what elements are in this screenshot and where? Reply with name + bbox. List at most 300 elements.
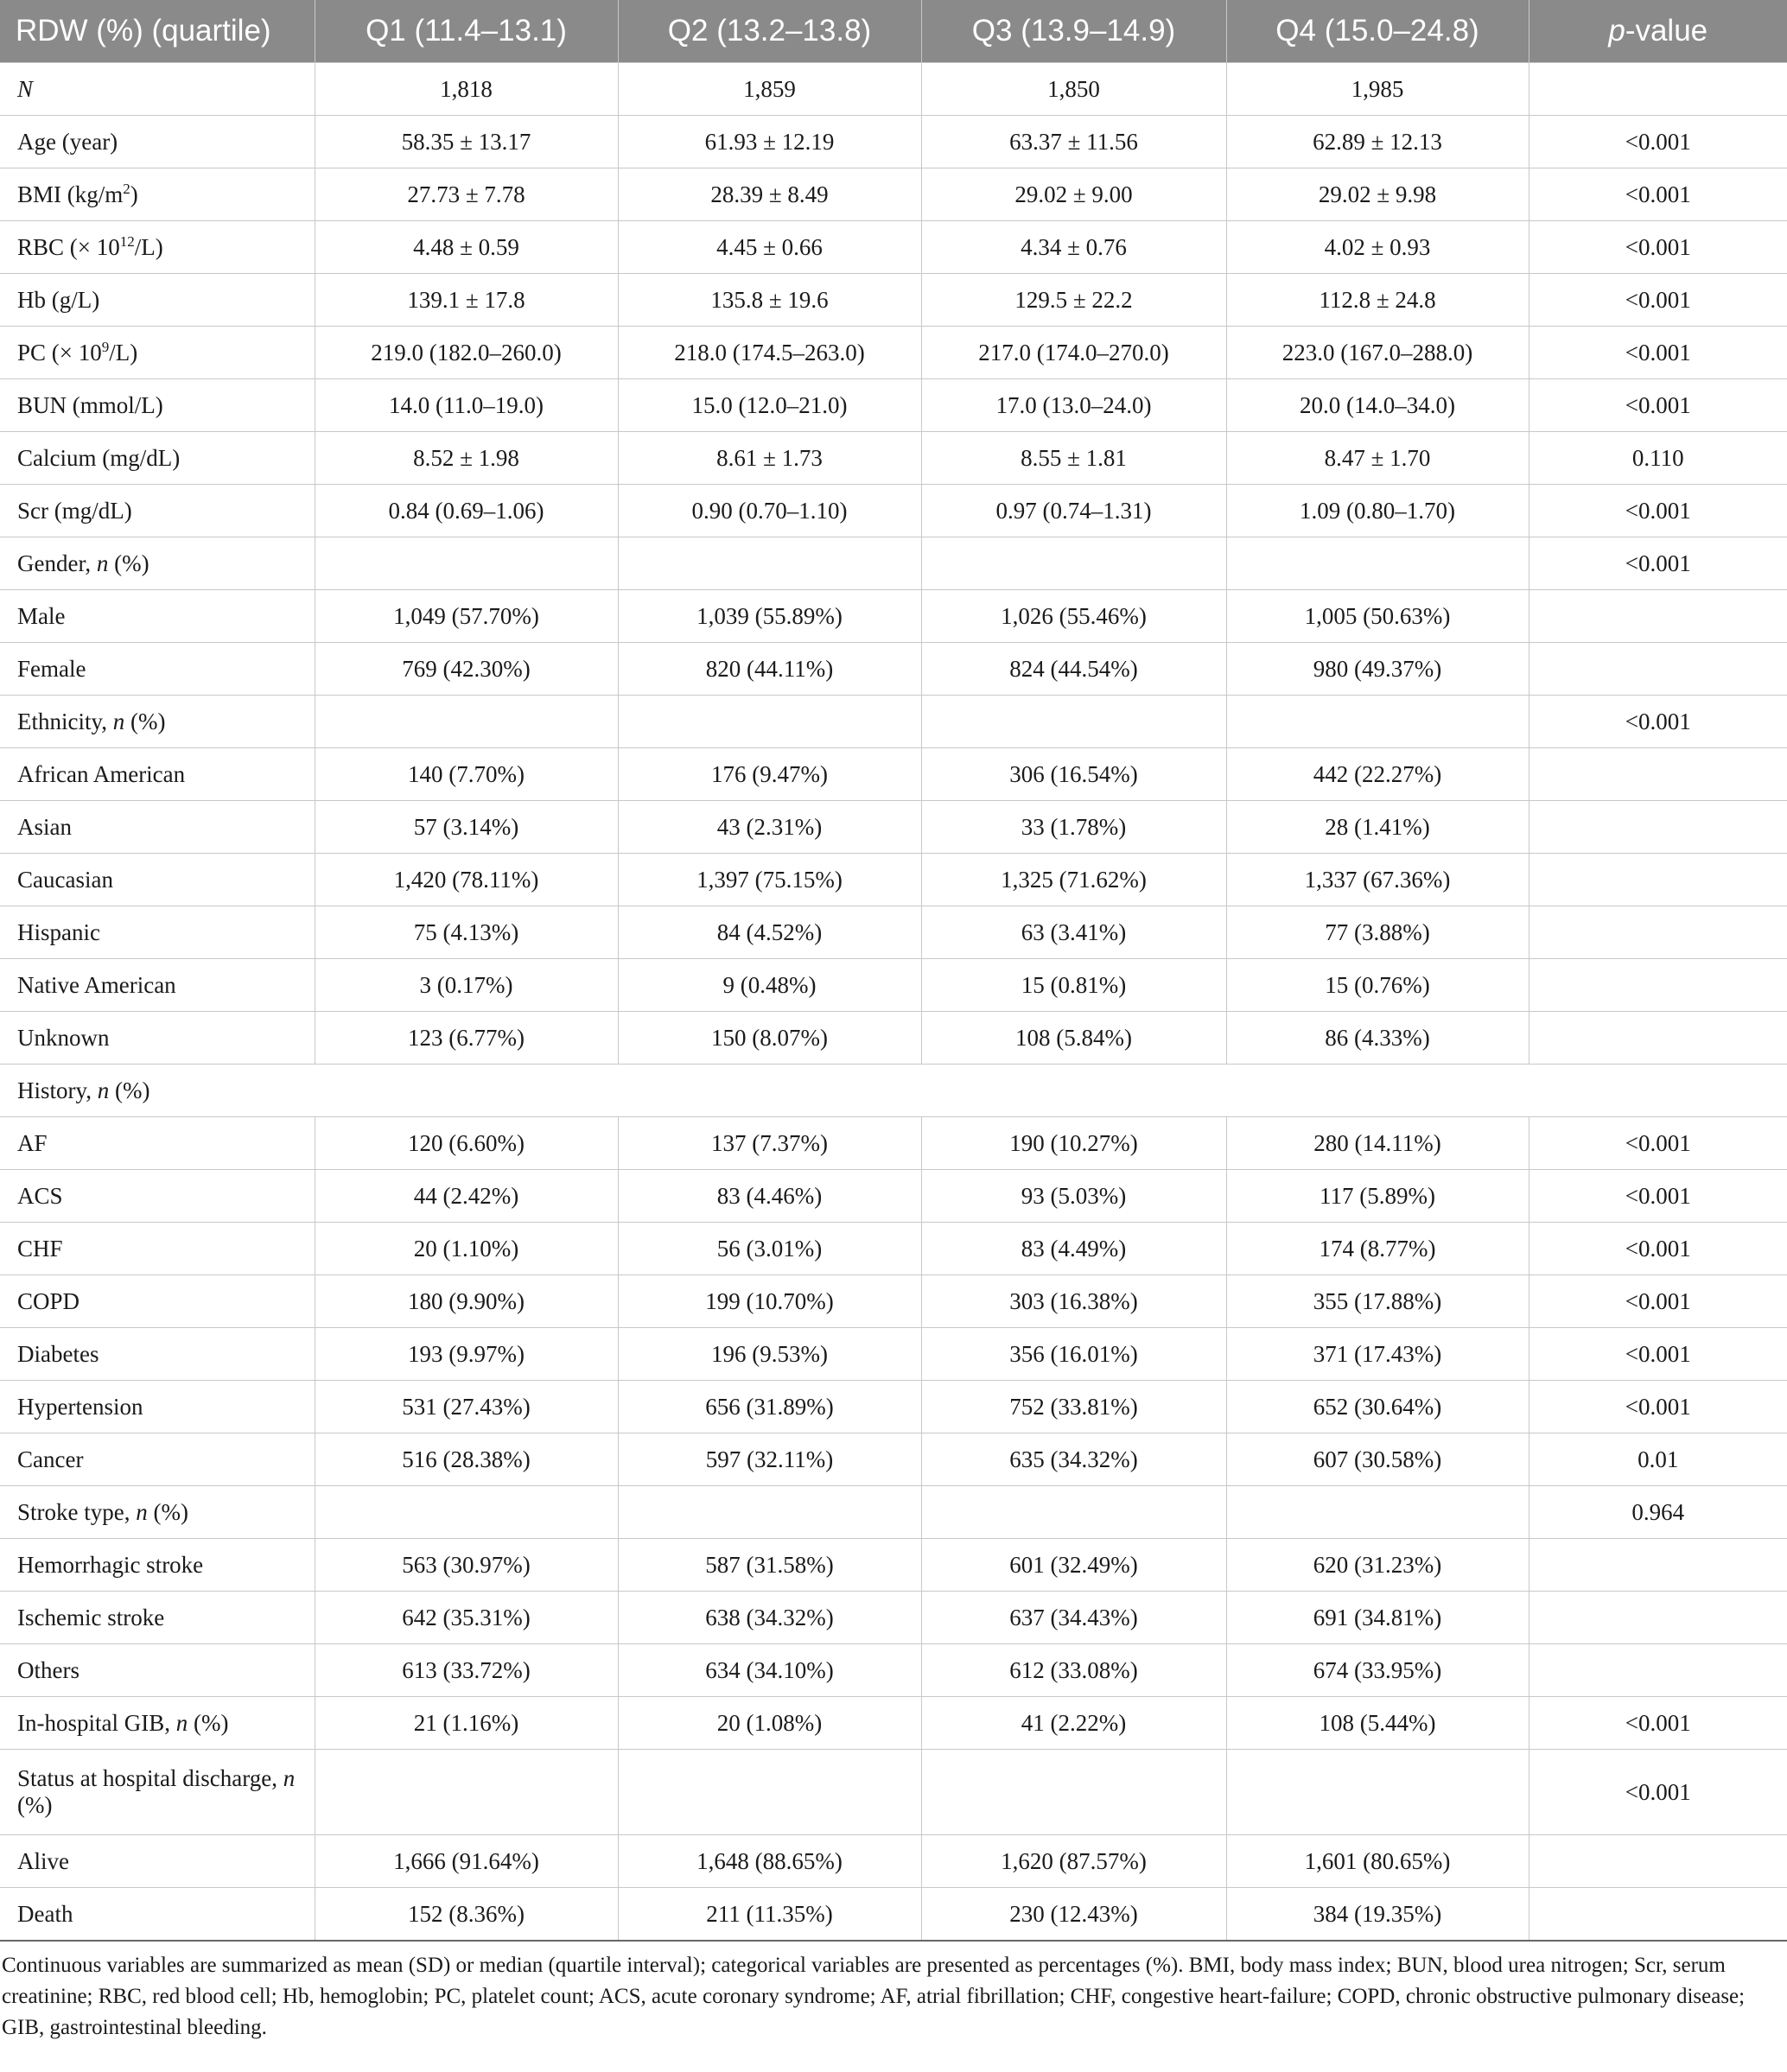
table-cell: 652 (30.64%): [1226, 1381, 1529, 1433]
row-label-text: Stroke type,: [17, 1498, 137, 1525]
row-label-text: AF: [17, 1129, 48, 1156]
table-cell: 612 (33.08%): [921, 1644, 1226, 1697]
row-label: [0, 696, 315, 748]
table-row: [0, 1223, 1787, 1275]
row-label-text: In-hospital GIB,: [17, 1709, 176, 1736]
table-cell: 20 (1.08%): [618, 1697, 921, 1750]
table-cell: 1,985: [1226, 63, 1529, 116]
table-cell: 1,601 (80.65%): [1226, 1835, 1529, 1888]
table-cell: 108 (5.84%): [921, 1012, 1226, 1065]
p-value-cell: <0.001: [1529, 1223, 1787, 1275]
table-row: [0, 379, 1787, 432]
table-cell: 43 (2.31%): [618, 801, 921, 854]
row-label: [0, 1697, 315, 1750]
table-cell: 174 (8.77%): [1226, 1223, 1529, 1275]
table-cell: [618, 1750, 921, 1835]
row-label: [0, 854, 315, 906]
table-cell: 86 (4.33%): [1226, 1012, 1529, 1065]
row-label: [0, 801, 315, 854]
table-cell: [315, 537, 618, 590]
table-cell: 27.73 ± 7.78: [315, 168, 618, 221]
table-cell: 75 (4.13%): [315, 906, 618, 959]
p-value-cell: [1529, 63, 1787, 116]
row-label-suffix: ): [130, 181, 138, 207]
table-cell: 176 (9.47%): [618, 748, 921, 801]
table-cell: 15 (0.76%): [1226, 959, 1529, 1012]
row-label: [0, 1592, 315, 1644]
table-cell: 41 (2.22%): [921, 1697, 1226, 1750]
p-value-cell: <0.001: [1529, 1750, 1787, 1835]
table-row: [0, 1170, 1787, 1223]
table-cell: 980 (49.37%): [1226, 643, 1529, 696]
p-value-cell: <0.001: [1529, 485, 1787, 537]
table-cell: 117 (5.89%): [1226, 1170, 1529, 1223]
p-value-cell: <0.001: [1529, 696, 1787, 748]
row-label-text: Hypertension: [17, 1393, 143, 1420]
row-label: [0, 1433, 315, 1486]
row-label: [0, 274, 315, 327]
table-cell: 691 (34.81%): [1226, 1592, 1529, 1644]
table-cell: 752 (33.81%): [921, 1381, 1226, 1433]
table-cell: 223.0 (167.0–288.0): [1226, 327, 1529, 379]
table-cell: [921, 696, 1226, 748]
p-value-cell: [1529, 1835, 1787, 1888]
row-label: [0, 1486, 315, 1539]
table-cell: 634 (34.10%): [618, 1644, 921, 1697]
p-value-cell: [1529, 959, 1787, 1012]
header-text-suffix: -value: [1625, 14, 1708, 48]
table-cell: 190 (10.27%): [921, 1117, 1226, 1170]
table-cell: 33 (1.78%): [921, 801, 1226, 854]
row-label: [0, 1012, 315, 1065]
row-label: [0, 63, 315, 116]
header-row: [0, 0, 1787, 63]
table-cell: 15 (0.81%): [921, 959, 1226, 1012]
p-value-cell: [1529, 643, 1787, 696]
table-cell: 77 (3.88%): [1226, 906, 1529, 959]
table-cell: 1,666 (91.64%): [315, 1835, 618, 1888]
table-row: [0, 1433, 1787, 1486]
row-label: [0, 1223, 315, 1275]
row-label: [0, 1328, 315, 1381]
table-cell: 62.89 ± 12.13: [1226, 116, 1529, 168]
table-cell: 57 (3.14%): [315, 801, 618, 854]
table-cell: 28 (1.41%): [1226, 801, 1529, 854]
p-value-cell: [1529, 590, 1787, 643]
table-cell: 656 (31.89%): [618, 1381, 921, 1433]
table-cell: 1,325 (71.62%): [921, 854, 1226, 906]
table-cell: [921, 537, 1226, 590]
row-label-text: History,: [17, 1077, 98, 1103]
p-value-cell: <0.001: [1529, 116, 1787, 168]
row-label: [0, 1065, 1787, 1117]
row-label: [0, 643, 315, 696]
table-cell: 120 (6.60%): [315, 1117, 618, 1170]
column-header: [1529, 0, 1787, 63]
table-row: [0, 1835, 1787, 1888]
row-label-text: Scr (mg/dL): [17, 497, 132, 524]
column-header: [1226, 0, 1529, 63]
row-label: [0, 168, 315, 221]
table-cell: 1,648 (88.65%): [618, 1835, 921, 1888]
table-cell: 20.0 (14.0–34.0): [1226, 379, 1529, 432]
table-body: [0, 63, 1787, 1942]
table-cell: 563 (30.97%): [315, 1539, 618, 1592]
p-value-cell: [1529, 1592, 1787, 1644]
table-cell: 21 (1.16%): [315, 1697, 618, 1750]
column-header: [618, 0, 921, 63]
p-value-cell: [1529, 854, 1787, 906]
column-header: [921, 0, 1226, 63]
p-value-cell: <0.001: [1529, 1328, 1787, 1381]
row-label-suffix: (%): [108, 550, 149, 576]
superscript: 12: [119, 232, 135, 250]
p-value-cell: <0.001: [1529, 1170, 1787, 1223]
table-row: [0, 327, 1787, 379]
table-footnote: Continuous variables are summarized as mean (SD) or median (quartile interval); categorical variables are presented as percentages (%). BMI, body mass index; BUN, blood urea nitrogen; Scr, serum creatinine; RBC, red blood cell; Hb, hemoglobin; PC, platelet count; ACS, acute coronary syndrome; AF, atrial fibrillation; CHF, congestive heart-failure; COPD, chronic obstructive pulmonary disease; GIB, gastrointestinal bleeding.: [2, 1954, 1746, 2039]
table-cell: 820 (44.11%): [618, 643, 921, 696]
p-value-cell: 0.110: [1529, 432, 1787, 485]
row-label: [0, 537, 315, 590]
table-cell: 199 (10.70%): [618, 1275, 921, 1328]
table-cell: 635 (34.32%): [921, 1433, 1226, 1486]
table-cell: [618, 537, 921, 590]
table-cell: 601 (32.49%): [921, 1539, 1226, 1592]
table-row: [0, 1888, 1787, 1942]
table-cell: 56 (3.01%): [618, 1223, 921, 1275]
table-cell: 355 (17.88%): [1226, 1275, 1529, 1328]
table-row: [0, 959, 1787, 1012]
row-label: [0, 590, 315, 643]
table-row: [0, 537, 1787, 590]
table-cell: 613 (33.72%): [315, 1644, 618, 1697]
table-row: [0, 801, 1787, 854]
table-cell: 108 (5.44%): [1226, 1697, 1529, 1750]
row-label-text: Age (year): [17, 128, 118, 155]
table-cell: 1,420 (78.11%): [315, 854, 618, 906]
header-text: RDW (%) (quartile): [16, 14, 271, 48]
row-label-text: PC (× 10: [17, 339, 102, 365]
table-cell: 1,859: [618, 63, 921, 116]
row-label: [0, 1275, 315, 1328]
row-label-text: COPD: [17, 1287, 80, 1314]
table-cell: 152 (8.36%): [315, 1888, 618, 1942]
row-label-text: BUN (mmol/L): [17, 391, 163, 418]
row-label-text: Ethnicity,: [17, 708, 113, 734]
row-label-suffix: (%): [188, 1709, 229, 1736]
table-cell: 28.39 ± 8.49: [618, 168, 921, 221]
table-cell: 211 (11.35%): [618, 1888, 921, 1942]
row-label: [0, 116, 315, 168]
table-cell: 196 (9.53%): [618, 1328, 921, 1381]
table-cell: [1226, 1486, 1529, 1539]
table-cell: 139.1 ± 17.8: [315, 274, 618, 327]
table-cell: 0.97 (0.74–1.31): [921, 485, 1226, 537]
table-cell: 140 (7.70%): [315, 748, 618, 801]
table-cell: [1226, 696, 1529, 748]
table-cell: [1226, 1750, 1529, 1835]
table-cell: 219.0 (182.0–260.0): [315, 327, 618, 379]
p-value-cell: [1529, 1539, 1787, 1592]
p-value-cell: [1529, 906, 1787, 959]
table-header: [0, 0, 1787, 63]
table-cell: [921, 1486, 1226, 1539]
table-cell: 371 (17.43%): [1226, 1328, 1529, 1381]
table-row: [0, 748, 1787, 801]
p-value-cell: [1529, 1644, 1787, 1697]
p-value-cell: <0.001: [1529, 379, 1787, 432]
p-value-cell: [1529, 1012, 1787, 1065]
header-text: Q4 (15.0–24.8): [1275, 14, 1479, 48]
table-cell: 1,818: [315, 63, 618, 116]
row-label: [0, 221, 315, 274]
table-cell: 123 (6.77%): [315, 1012, 618, 1065]
table-cell: 129.5 ± 22.2: [921, 274, 1226, 327]
row-label: [0, 748, 315, 801]
row-label-italic: n: [136, 1498, 148, 1525]
table-cell: 4.02 ± 0.93: [1226, 221, 1529, 274]
table-cell: 1,026 (55.46%): [921, 590, 1226, 643]
table-row: [0, 1065, 1787, 1117]
row-label-suffix: (%): [17, 1792, 53, 1818]
table-row: [0, 906, 1787, 959]
row-label-suffix: (%): [124, 708, 166, 734]
p-value-cell: 0.964: [1529, 1486, 1787, 1539]
table-row: [0, 274, 1787, 327]
table-row: [0, 590, 1787, 643]
table-row: [0, 168, 1787, 221]
row-label: [0, 379, 315, 432]
table-cell: 356 (16.01%): [921, 1328, 1226, 1381]
row-label-text: CHF: [17, 1235, 63, 1262]
row-label-italic: n: [283, 1765, 296, 1791]
row-label-text: RBC (× 10: [17, 233, 120, 260]
table-cell: 1,620 (87.57%): [921, 1835, 1226, 1888]
row-label: [0, 432, 315, 485]
table-cell: 1,337 (67.36%): [1226, 854, 1529, 906]
table-cell: 230 (12.43%): [921, 1888, 1226, 1942]
p-value-cell: <0.001: [1529, 1117, 1787, 1170]
table-cell: 674 (33.95%): [1226, 1644, 1529, 1697]
row-label-text: Female: [17, 655, 86, 682]
table-cell: 0.90 (0.70–1.10): [618, 485, 921, 537]
row-label: [0, 1170, 315, 1223]
table-cell: 14.0 (11.0–19.0): [315, 379, 618, 432]
table-cell: 1,850: [921, 63, 1226, 116]
column-header: [0, 0, 315, 63]
table-cell: [315, 1750, 618, 1835]
table-cell: 61.93 ± 12.19: [618, 116, 921, 168]
table-cell: 8.55 ± 1.81: [921, 432, 1226, 485]
table-cell: 280 (14.11%): [1226, 1117, 1529, 1170]
table-cell: 384 (19.35%): [1226, 1888, 1529, 1942]
table-row: [0, 1592, 1787, 1644]
p-value-cell: [1529, 801, 1787, 854]
table-cell: [618, 1486, 921, 1539]
table-cell: 637 (34.43%): [921, 1592, 1226, 1644]
table-row: [0, 1381, 1787, 1433]
table-cell: [315, 1486, 618, 1539]
table-cell: 1.09 (0.80–1.70): [1226, 485, 1529, 537]
table-cell: 63 (3.41%): [921, 906, 1226, 959]
row-label-text: Alive: [17, 1847, 69, 1874]
table-row: [0, 1275, 1787, 1328]
row-label-text: Male: [17, 602, 66, 629]
row-label-italic: N: [17, 75, 34, 102]
row-label-text: BMI (kg/m: [17, 181, 124, 207]
row-label-suffix: (%): [109, 1077, 150, 1103]
table-cell: 44 (2.42%): [315, 1170, 618, 1223]
table-row: [0, 854, 1787, 906]
table-cell: 3 (0.17%): [315, 959, 618, 1012]
table-cell: 93 (5.03%): [921, 1170, 1226, 1223]
table-cell: 303 (16.38%): [921, 1275, 1226, 1328]
row-label-text: Ischemic stroke: [17, 1604, 165, 1630]
table-cell: 63.37 ± 11.56: [921, 116, 1226, 168]
row-label-italic: n: [96, 550, 109, 576]
row-label-text: Hemorrhagic stroke: [17, 1551, 204, 1578]
table-cell: 0.84 (0.69–1.06): [315, 485, 618, 537]
row-label-italic: n: [112, 708, 125, 734]
table-cell: 1,039 (55.89%): [618, 590, 921, 643]
table-cell: 4.34 ± 0.76: [921, 221, 1226, 274]
row-label: [0, 1888, 315, 1942]
table-cell: 17.0 (13.0–24.0): [921, 379, 1226, 432]
row-label-text: ACS: [17, 1182, 63, 1209]
header-text: Q2 (13.2–13.8): [667, 14, 872, 48]
table-row: [0, 1328, 1787, 1381]
table-cell: 137 (7.37%): [618, 1117, 921, 1170]
row-label-text: Others: [17, 1656, 79, 1683]
row-label-italic: n: [97, 1077, 110, 1103]
row-label: [0, 1539, 315, 1592]
row-label: [0, 1750, 315, 1835]
p-value-cell: <0.001: [1529, 221, 1787, 274]
header-text: Q1 (11.4–13.1): [366, 14, 567, 48]
table-row: [0, 1644, 1787, 1697]
table-cell: 29.02 ± 9.00: [921, 168, 1226, 221]
row-label-text: Diabetes: [17, 1340, 99, 1367]
table-cell: 638 (34.32%): [618, 1592, 921, 1644]
p-value-cell: 0.01: [1529, 1433, 1787, 1486]
table-cell: 1,397 (75.15%): [618, 854, 921, 906]
table-cell: 4.45 ± 0.66: [618, 221, 921, 274]
table-cell: 531 (27.43%): [315, 1381, 618, 1433]
table-cell: 516 (28.38%): [315, 1433, 618, 1486]
table-cell: 84 (4.52%): [618, 906, 921, 959]
p-value-cell: <0.001: [1529, 537, 1787, 590]
row-label-suffix: /L): [134, 233, 163, 260]
table-cell: 83 (4.46%): [618, 1170, 921, 1223]
table-cell: 58.35 ± 13.17: [315, 116, 618, 168]
row-label-text: Caucasian: [17, 866, 113, 893]
row-label: [0, 327, 315, 379]
table-row: [0, 1117, 1787, 1170]
row-label: [0, 485, 315, 537]
p-value-cell: <0.001: [1529, 1381, 1787, 1433]
row-label-text: Native American: [17, 971, 176, 998]
table-row: [0, 221, 1787, 274]
row-label-italic: n: [175, 1709, 188, 1736]
row-label-text: African American: [17, 760, 186, 787]
table-cell: 1,005 (50.63%): [1226, 590, 1529, 643]
p-value-cell: <0.001: [1529, 168, 1787, 221]
table-cell: 9 (0.48%): [618, 959, 921, 1012]
table-cell: 29.02 ± 9.98: [1226, 168, 1529, 221]
row-label: [0, 1835, 315, 1888]
table-cell: [315, 696, 618, 748]
table-cell: 8.47 ± 1.70: [1226, 432, 1529, 485]
header-italic-text: p: [1608, 14, 1625, 48]
table-cell: 597 (32.11%): [618, 1433, 921, 1486]
table-cell: 8.52 ± 1.98: [315, 432, 618, 485]
table-row: [0, 1012, 1787, 1065]
column-header: [315, 0, 618, 63]
table-cell: 20 (1.10%): [315, 1223, 618, 1275]
row-label: [0, 959, 315, 1012]
table-row: [0, 116, 1787, 168]
table-cell: 83 (4.49%): [921, 1223, 1226, 1275]
table-cell: 1,049 (57.70%): [315, 590, 618, 643]
table-cell: 442 (22.27%): [1226, 748, 1529, 801]
table-cell: [921, 1750, 1226, 1835]
table-row: [0, 1697, 1787, 1750]
row-label-suffix: (%): [147, 1498, 188, 1525]
row-label-text: Asian: [17, 813, 72, 840]
row-label: [0, 1644, 315, 1697]
table-cell: 112.8 ± 24.8: [1226, 274, 1529, 327]
p-value-cell: <0.001: [1529, 274, 1787, 327]
p-value-cell: [1529, 748, 1787, 801]
header-text: Q3 (13.9–14.9): [971, 14, 1176, 48]
row-label-text: Calcium (mg/dL): [17, 444, 181, 471]
table-cell: 607 (30.58%): [1226, 1433, 1529, 1486]
table-row: [0, 1750, 1787, 1835]
table-cell: 642 (35.31%): [315, 1592, 618, 1644]
table-cell: [618, 696, 921, 748]
table-cell: 15.0 (12.0–21.0): [618, 379, 921, 432]
table-row: [0, 63, 1787, 116]
table-cell: 193 (9.97%): [315, 1328, 618, 1381]
row-label: [0, 906, 315, 959]
table-cell: 620 (31.23%): [1226, 1539, 1529, 1592]
superscript: 9: [101, 338, 110, 355]
table-row: [0, 1486, 1787, 1539]
table-cell: 180 (9.90%): [315, 1275, 618, 1328]
table-cell: 135.8 ± 19.6: [618, 274, 921, 327]
table-cell: 769 (42.30%): [315, 643, 618, 696]
row-label-text: Unknown: [17, 1024, 110, 1051]
row-label-text: Hispanic: [17, 918, 100, 945]
p-value-cell: <0.001: [1529, 1275, 1787, 1328]
table-cell: 218.0 (174.5–263.0): [618, 327, 921, 379]
row-label: [0, 1381, 315, 1433]
row-label-suffix: /L): [109, 339, 138, 365]
superscript: 2: [123, 180, 130, 197]
table-cell: 4.48 ± 0.59: [315, 221, 618, 274]
row-label-text: Hb (g/L): [17, 286, 100, 313]
table-cell: 587 (31.58%): [618, 1539, 921, 1592]
p-value-cell: <0.001: [1529, 327, 1787, 379]
table-cell: 150 (8.07%): [618, 1012, 921, 1065]
p-value-cell: <0.001: [1529, 1697, 1787, 1750]
table-row: [0, 432, 1787, 485]
table-row: [0, 485, 1787, 537]
p-value-cell: [1529, 1888, 1787, 1942]
table-cell: 306 (16.54%): [921, 748, 1226, 801]
row-label-text: Cancer: [17, 1446, 84, 1472]
row-label-text: Gender,: [17, 550, 97, 576]
